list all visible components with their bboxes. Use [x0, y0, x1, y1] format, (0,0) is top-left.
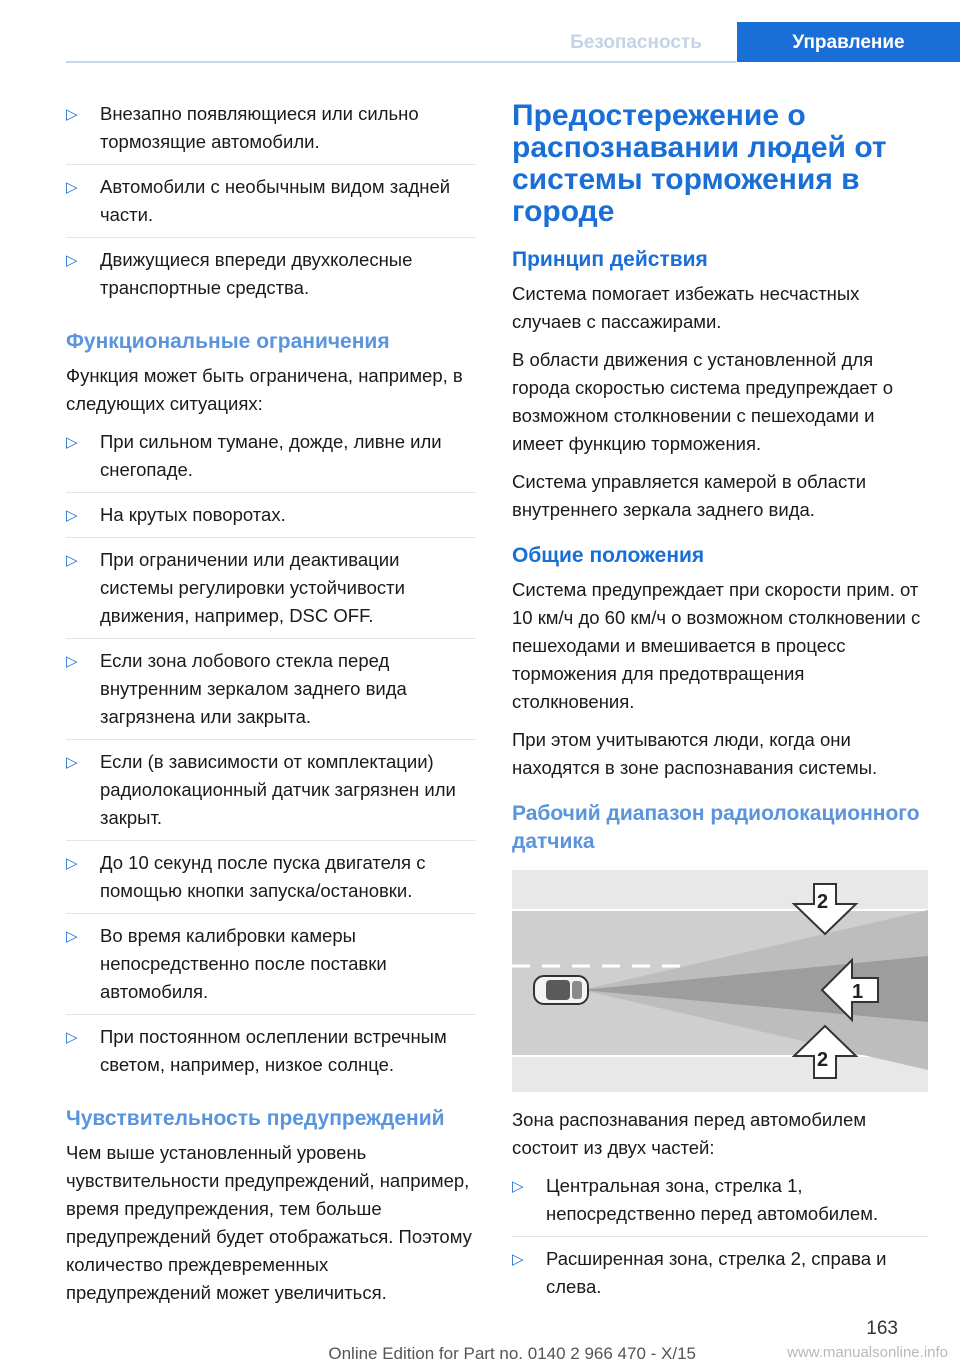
list-item-text: При ограничении или деактивации системы регулировки устойчивости движения, например, DSC OFF. [100, 549, 405, 626]
list-item [66, 428, 476, 493]
tab-safety[interactable]: Безопасность [536, 22, 736, 62]
limits-bullet-list [66, 428, 476, 1087]
list-item-text: Движущиеся впереди двухколесные транспортные средства. [100, 249, 413, 298]
list-item-text: Если зона лобового стекла перед внутренним зеркалом заднего вида загрязнена или закрыта. [100, 650, 407, 727]
principle-paragraph-2: В области движения с установленной для города скоростью система предупреждает о возможном столкновении с пешеходами и имеет функцию торможения. [512, 349, 894, 454]
triangle-bullet-icon: ▷ [66, 754, 78, 771]
radar-range-svg [512, 870, 928, 1092]
sensitivity-heading: Чувствительность предупреждений [66, 1107, 445, 1130]
general-heading: Общие положения [512, 544, 705, 567]
list-item [66, 849, 476, 914]
triangle-bullet-icon: ▷ [66, 653, 78, 670]
right-column [512, 100, 928, 1317]
triangle-bullet-icon: ▷ [66, 507, 78, 524]
list-item [512, 1245, 928, 1309]
list-item [66, 1023, 476, 1087]
list-item [66, 647, 476, 740]
triangle-bullet-icon: ▷ [66, 106, 78, 123]
list-item [66, 922, 476, 1015]
list-item [66, 748, 476, 841]
list-item [66, 501, 476, 538]
list-item-text: При постоянном ослеплении встречным светом, например, низкое солнце. [100, 1026, 447, 1075]
section-title: Предостережение о распознавании людей от системы торможения в городе [512, 99, 887, 228]
general-paragraph-2: При этом учитываются люди, когда они находятся в зоне распознавания системы. [512, 729, 878, 778]
principle-paragraph-1: Система помогает избежать несчастных случаев с пассажирами. [512, 283, 860, 332]
list-item [66, 173, 476, 238]
range-bullet-list [512, 1172, 928, 1309]
edition-text: Online Edition for Part no. 0140 2 966 470 - X/15 [328, 1344, 696, 1363]
list-item [66, 100, 476, 165]
range-heading: Рабочий диапазон радиолокационного датчика [512, 802, 920, 853]
list-item-text: Расширенная зона, стрелка 2, справа и слева. [546, 1248, 887, 1297]
list-item [66, 546, 476, 639]
range-text: Зона распознавания перед автомобилем состоит из двух частей: [512, 1109, 867, 1158]
limits-text: Функция может быть ограничена, например, в следующих ситуациях: [66, 365, 463, 414]
triangle-bullet-icon: ▷ [512, 1178, 524, 1195]
triangle-bullet-icon: ▷ [66, 252, 78, 269]
triangle-bullet-icon: ▷ [66, 928, 78, 945]
triangle-bullet-icon: ▷ [66, 179, 78, 196]
list-item [512, 1172, 928, 1237]
triangle-bullet-icon: ▷ [66, 1029, 78, 1046]
arrow-label: 2 [817, 1049, 829, 1071]
list-item-text: Внезапно появляющиеся или сильно тормозящие автомобили. [100, 103, 419, 152]
car-icon [534, 976, 588, 1004]
list-item-text: При сильном тумане, дожде, ливне или снегопаде. [100, 431, 442, 480]
principle-heading: Принцип действия [512, 248, 708, 271]
page-header [0, 0, 960, 62]
general-paragraph-1: Система предупреждает при скорости прим. от 10 км/ч до 60 км/ч о возможном столкновении с пешеходами и вмешивается в процесс торможения для предотвращения столкновения. [512, 579, 921, 712]
left-column [66, 100, 476, 1317]
sensitivity-text: Чем выше установленный уровень чувствительности предупреждений, например, время предупреждения, тем больше предупреждений будет отображаться. Поэтому количество преждевременных предупреждений может увеличиться. [66, 1142, 472, 1303]
triangle-bullet-icon: ▷ [66, 855, 78, 872]
list-item-text: До 10 секунд после пуска двигателя с помощью кнопки запуска/остановки. [100, 852, 426, 901]
header-divider [66, 61, 736, 63]
tab-control[interactable]: Управление [737, 22, 960, 62]
principle-paragraph-3: Система управляется камерой в области внутреннего зеркала заднего вида. [512, 471, 867, 520]
limits-heading: Функциональные ограничения [66, 330, 390, 353]
arrow-label: 2 [817, 891, 829, 913]
list-item-text: Во время калибровки камеры непосредственно после поставки автомобиля. [100, 925, 387, 1002]
radar-range-diagram [512, 870, 928, 1092]
triangle-bullet-icon: ▷ [66, 552, 78, 569]
watermark: www.manualsonline.info [787, 1344, 948, 1361]
list-item [66, 246, 476, 310]
list-item-text: Автомобили с необычным видом задней части. [100, 176, 451, 225]
arrow-label: 1 [852, 981, 864, 1003]
intro-bullet-list [66, 100, 476, 310]
list-item-text: На крутых поворотах. [100, 504, 286, 525]
list-item-text: Если (в зависимости от комплектации) радиолокационный датчик загрязнен или закрыт. [100, 751, 456, 828]
list-item-text: Центральная зона, стрелка 1, непосредственно перед автомобилем. [546, 1175, 879, 1224]
triangle-bullet-icon: ▷ [66, 434, 78, 451]
page-number: 163 [866, 1318, 898, 1339]
triangle-bullet-icon: ▷ [512, 1251, 524, 1268]
